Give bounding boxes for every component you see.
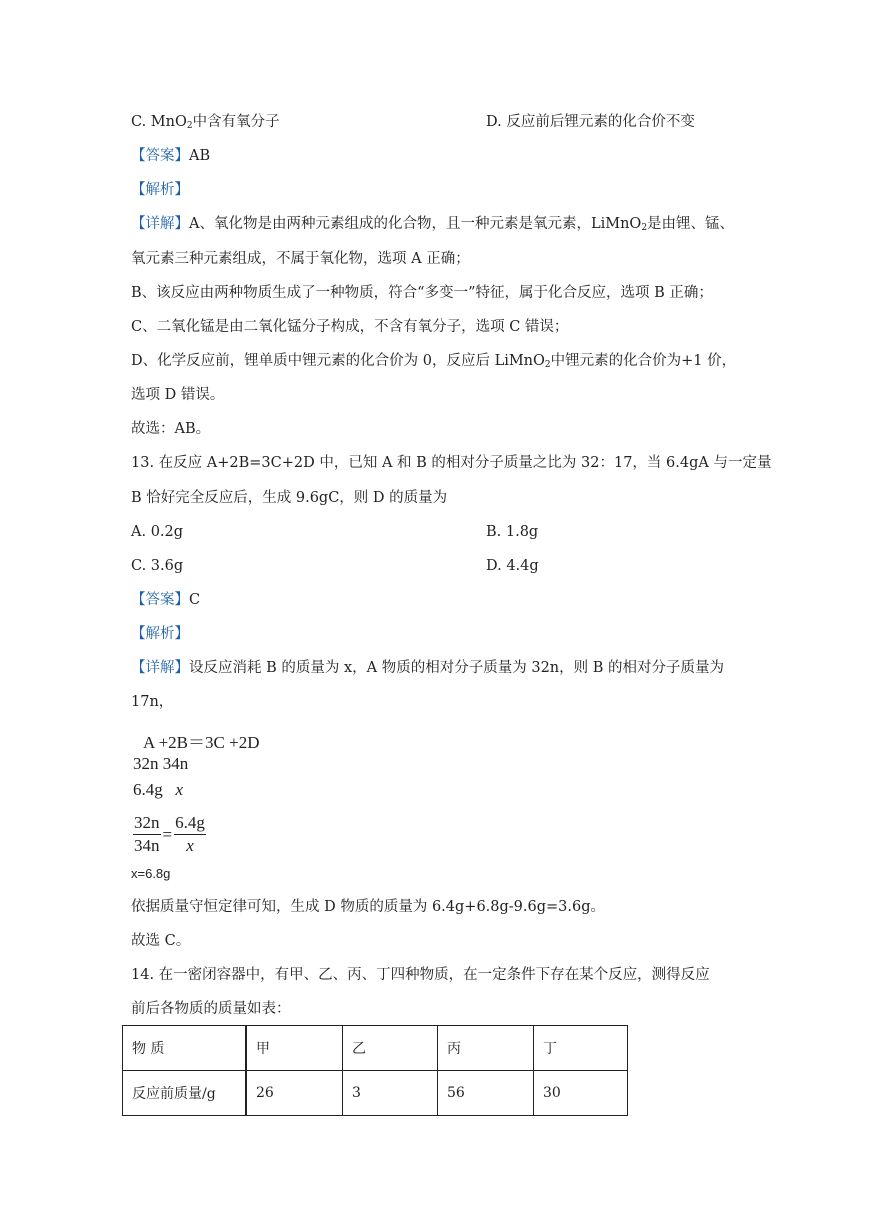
q13-detail-line-2: 17n，: [131, 694, 174, 710]
q12-option-d: D. 反应前后锂元素的化合价不变: [486, 114, 695, 130]
table-cell: 56: [438, 1071, 534, 1116]
table-cell: 26: [246, 1071, 343, 1116]
table-row: [123, 1071, 628, 1116]
q12-detail-line-1: 【详解】A、氧化物是由两种元素组成的化合物，且一种元素是氧元素，LiMnO$_2$是由锂、锰、: [131, 216, 735, 233]
q14-stem-line-1: 14. 在一密闭容器中，有甲、乙、丙、丁四种物质，在一定条件下存在某个反应，测得反应: [131, 967, 710, 983]
q13-answer: 【答案】C: [131, 592, 201, 608]
q12-option-c: C. MnO$_2$中含有氧分子: [131, 114, 280, 131]
table-header-row: [123, 1026, 628, 1071]
q13-result: x=6.8g: [131, 866, 171, 881]
q13-stem-line-2: B 恰好完全反应后，生成 9.6gC，则 D 的质量为: [131, 490, 448, 506]
q13-option-d: D. 4.4g: [486, 558, 539, 574]
q13-option-b: B. 1.8g: [486, 524, 539, 540]
q12-detail-line-3: B、该反应由两种物质生成了一种物质，符合“多变一”特征，属于化合反应，选项 B 正确；: [131, 285, 713, 301]
q14-mass-table: [122, 1025, 628, 1116]
q12-detail-line-5: D、化学反应前，锂单质中锂元素的化合价为 0，反应后 LiMnO$_2$中锂元素的化合价为+1 价，: [131, 353, 737, 370]
q12-detail-line-4: C、二氧化锰是由二氧化锰分子构成，不含有氧分子，选项 C 错误；: [131, 319, 569, 335]
q12-analysis-label: 【解析】: [131, 182, 189, 198]
table-header-cell: 丙: [438, 1026, 534, 1071]
q13-option-c: C. 3.6g: [131, 558, 184, 574]
q12-detail-line-2: 氧元素三种元素组成，不属于氧化物，选项 A 正确；: [131, 251, 470, 267]
q13-given-row: 6.4g x: [133, 780, 184, 799]
table-header-cell: 乙: [343, 1026, 438, 1071]
q13-equation: A +2B＝3C +2D: [143, 733, 260, 752]
q12-answer: 【答案】AB: [131, 148, 211, 164]
q13-analysis-label: 【解析】: [131, 626, 189, 642]
table-header-cell: 丁: [534, 1026, 628, 1071]
q12-conclusion: 故选：AB。: [131, 421, 211, 437]
q13-stem-line-1: 13. 在反应 A+2B=3C+2D 中，已知 A 和 B 的相对分子质量之比为 32：17，当 6.4gA 与一定量: [131, 455, 772, 471]
table-cell: 3: [343, 1071, 438, 1116]
table-header-cell: 物 质: [123, 1026, 247, 1071]
q13-option-a: A. 0.2g: [131, 524, 184, 540]
table-header-cell: 甲: [246, 1026, 343, 1071]
q13-proportion: $\frac{32n}{34n}$ = $\frac{6.4g}{x}$: [134, 813, 205, 855]
fraction-left: $\frac{32n}{34n}$: [134, 813, 160, 855]
q12-detail-line-6: 选项 D 错误。: [131, 387, 225, 403]
q13-mass-row: 32n 34n: [133, 754, 189, 773]
q13-law: 依据质量守恒定律可知，生成 D 物质的质量为 6.4g+6.8g-9.6g=3.6g。: [131, 899, 606, 915]
q14-stem-line-2: 前后各物质的质量如表：: [131, 1001, 291, 1017]
table-cell: 30: [534, 1071, 628, 1116]
table-cell: 反应前质量/g: [123, 1071, 247, 1116]
q13-detail-line-1: 【详解】设反应消耗 B 的质量为 x，A 物质的相对分子质量为 32n，则 B 的相对分子质量为: [131, 660, 725, 676]
q13-conclusion: 故选 C。: [131, 933, 191, 949]
fraction-right: $\frac{6.4g}{x}$: [175, 813, 205, 855]
